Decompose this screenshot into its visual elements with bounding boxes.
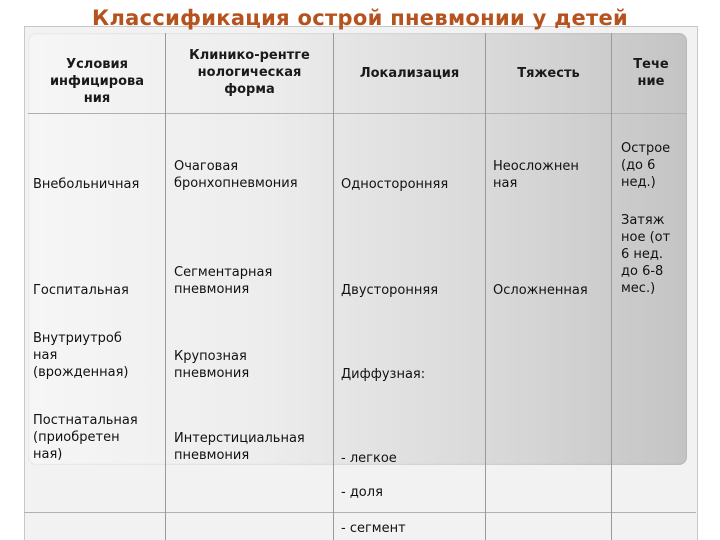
cell-focal-bronchopneumonia: Очаговая бронхопневмония	[174, 159, 298, 191]
cell-bilateral: Двусторонняя	[341, 283, 439, 298]
column-divider-2	[333, 33, 334, 540]
cell-acute: Острое (до 6 нед.)	[621, 141, 671, 190]
cell-postnatal: Постнатальная (приобретен ная)	[33, 413, 138, 462]
column-divider-1	[165, 33, 166, 540]
cell-segmental-pneumonia: Сегментарная пневмония	[174, 265, 273, 297]
header-divider	[28, 113, 687, 114]
page-title: Классификация острой пневмонии у детей	[91, 6, 629, 30]
cell-hospital: Госпитальная	[33, 283, 129, 298]
cell-interstitial-pneumonia: Интерстициальная пневмония	[174, 431, 305, 463]
column-divider-4	[611, 33, 612, 540]
cell-intrauterine: Внутриутроб ная (врожденная)	[33, 331, 129, 380]
cell-community-acquired: Внебольничная	[33, 177, 140, 192]
header-clinical-form: Клинико-рентге нологическая форма	[189, 48, 310, 97]
table-bottom-line	[24, 512, 696, 513]
header-infection-conditions: Условия инфицирова ния	[49, 57, 145, 106]
header-course: Тече ние	[633, 57, 669, 89]
cell-lung: - легкое	[341, 451, 397, 466]
cell-protracted: Затяж ное (от 6 нед. до 6-8 мес.)	[621, 213, 671, 296]
header-localization: Локализация	[359, 66, 460, 81]
cell-lobe: - доля	[341, 485, 383, 500]
cell-uncomplicated: Неосложнен ная	[493, 159, 579, 191]
cell-diffuse: Диффузная:	[341, 367, 426, 382]
cell-segment: - сегмент	[341, 521, 406, 536]
cell-complicated: Осложненная	[493, 283, 588, 298]
header-severity: Тяжесть	[517, 66, 580, 81]
cell-unilateral: Односторонняя	[341, 177, 449, 192]
cell-lobar-pneumonia: Крупозная пневмония	[174, 349, 250, 381]
column-divider-3	[485, 33, 486, 540]
